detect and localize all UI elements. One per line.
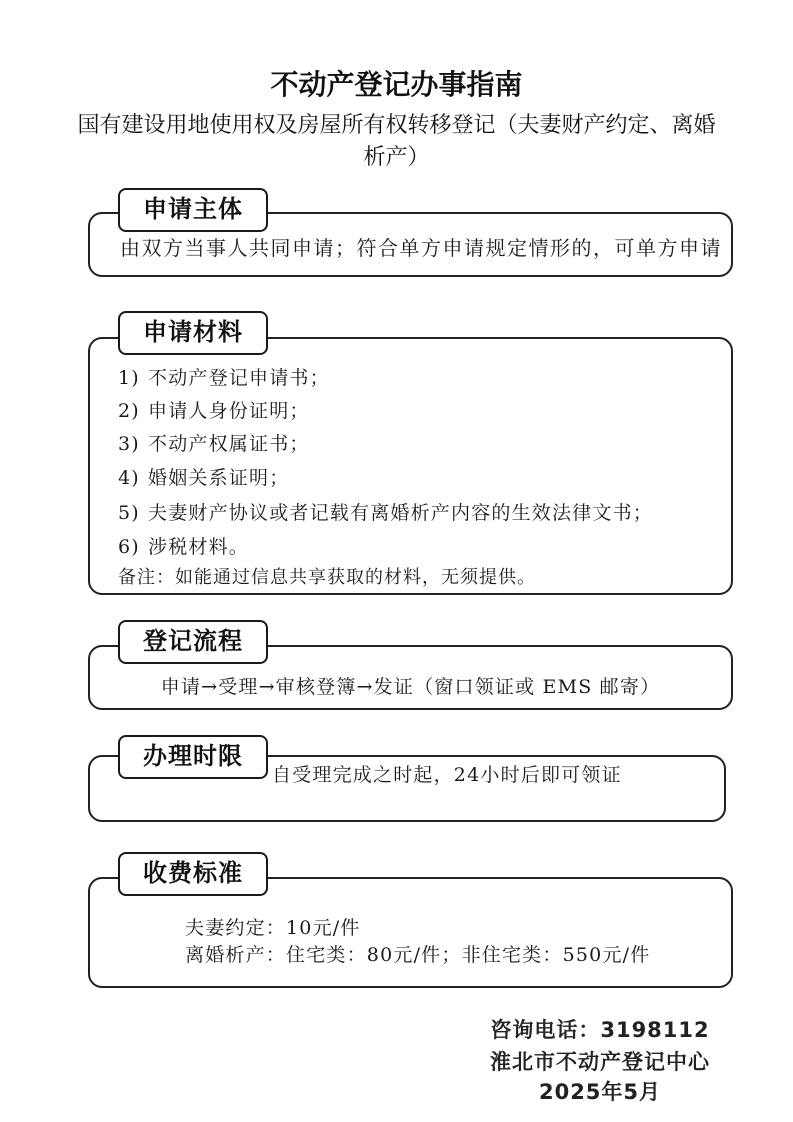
item-number: 5) — [118, 502, 140, 524]
materials-note: 备注：如能通过信息共享获取的材料，无须提供。 — [118, 567, 536, 588]
footer-organization: 淮北市不动产登记中心 — [490, 1050, 710, 1074]
process-flow-text: 申请→受理→审核登簿→发证（窗口领证或 EMS 邮寄） — [160, 676, 661, 698]
page-subtitle-line2: 析产） — [363, 145, 430, 170]
applicant-section-label: 申请主体 — [118, 188, 268, 232]
process-section-label: 登记流程 — [118, 620, 268, 664]
materials-list-item — [118, 432, 310, 456]
item-number: 4) — [118, 467, 140, 489]
item-number: 1) — [118, 367, 140, 389]
item-number: 6) — [118, 536, 140, 558]
footer-date: 2025年5月 — [538, 1080, 662, 1104]
materials-list-item — [118, 535, 249, 559]
item-text: 不动产权属证书； — [148, 433, 310, 455]
item-text: 婚姻关系证明； — [148, 467, 290, 489]
fee-line-marital-agreement: 夫妻约定：10元/件 — [185, 917, 361, 939]
materials-list-item — [118, 501, 653, 525]
item-text: 不动产登记申请书； — [148, 367, 330, 389]
materials-list-item — [118, 366, 330, 390]
fee-line-divorce-partition: 离婚析产：住宅类：80元/件；非住宅类：550元/件 — [185, 944, 651, 966]
time-limit-section-label: 办理时限 — [118, 735, 268, 779]
item-text: 申请人身份证明； — [148, 400, 310, 422]
applicant-text: 由双方当事人共同申请；符合单方申请规定情形的，可单方申请 — [120, 236, 722, 260]
footer-phone: 咨询电话：3198112 — [490, 1018, 710, 1042]
time-limit-text: 自受理完成之时起，24小时后即可领证 — [272, 764, 622, 786]
fees-section-label: 收费标准 — [118, 852, 268, 896]
item-number: 3) — [118, 433, 140, 455]
item-text: 夫妻财产协议或者记载有离婚析产内容的生效法律文书； — [148, 502, 654, 524]
item-number: 2) — [118, 400, 140, 422]
page-title: 不动产登记办事指南 — [270, 68, 523, 101]
item-text: 涉税材料。 — [148, 536, 250, 558]
page-subtitle-line1: 国有建设用地使用权及房屋所有权转移登记（夫妻财产约定、离婚 — [77, 113, 716, 138]
materials-section-label: 申请材料 — [118, 311, 268, 355]
materials-list-item — [118, 466, 289, 490]
materials-list-item — [118, 399, 310, 423]
